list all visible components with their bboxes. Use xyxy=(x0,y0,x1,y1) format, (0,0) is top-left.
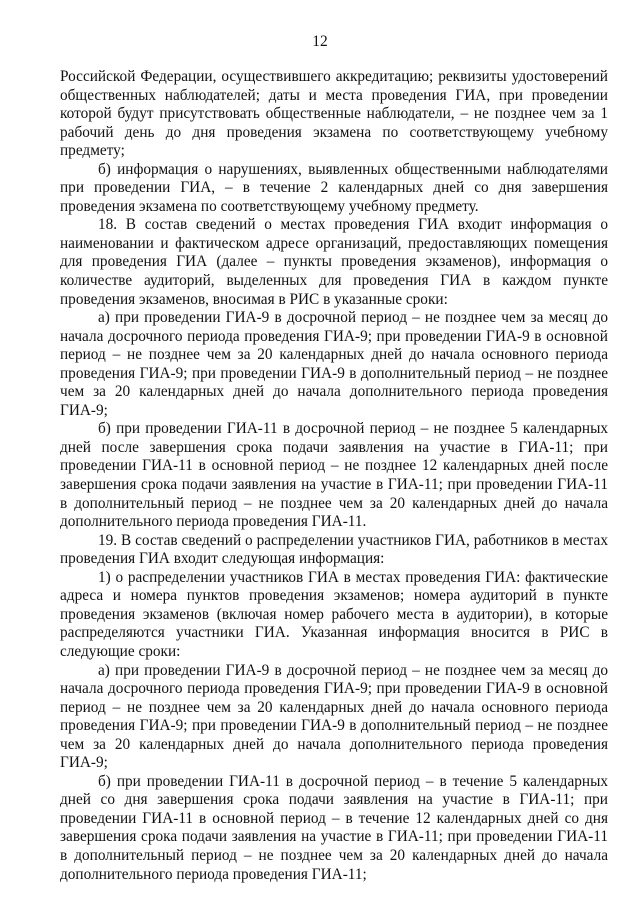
paragraph-section-18: 18. В состав сведений о местах проведения ГИА входит информация о наименовании и фактическом адресе организаций, предоставляющих помещения для проведения ГИА (далее – пункты проведения экзаменов), информация о количестве аудиторий, выделенных для проведения ГИА в каждом пункте проведения экзаменов, вносимая в РИС в указанные сроки: xyxy=(60,216,608,308)
paragraph-18-item-a: а) при проведении ГИА-9 в досрочной период – не позднее чем за месяц до начала досрочного периода проведения ГИА-9; при проведении ГИА-9 в основной период – не позднее чем за 20 календарных дней до начала основного периода проведения ГИА-9; при проведении ГИА-9 в дополнительный период – не позднее чем за 20 календарных дней до начала дополнительного периода проведения ГИА-9; xyxy=(60,309,608,419)
paragraph-item-b-violations: б) информация о нарушениях, выявленных общественными наблюдателями при проведении ГИА, – в течение 2 календарных дней со дня завершения проведения экзамена по соответствующему учебному предмету. xyxy=(60,160,608,215)
document-body xyxy=(60,68,608,884)
page-number: 12 xyxy=(312,33,328,50)
paragraph-19-item-b: б) при проведении ГИА-11 в досрочной период – в течение 5 календарных дней со дня завершения срока подачи заявления на участие в ГИА-11; при проведении ГИА-11 в основной период – в течение 12 календарных дней со дня завершения срока подачи заявления на участие в ГИА-11; при проведении ГИА-11 в дополнительный период – не позднее чем за 20 календарных дней до начала дополнительного периода проведения ГИА-11; xyxy=(60,772,608,883)
paragraph-19-item-1: 1) о распределении участников ГИА в местах проведения ГИА: фактические адреса и номера пунктов проведения экзаменов; номера аудиторий в пункте проведения экзаменов (включая номер рабочего места в аудитории), в которые распределяются участники ГИА. Указанная информация вносится в РИС в следующие сроки: xyxy=(60,568,608,660)
paragraph-18-item-b: б) при проведении ГИА-11 в досрочной период – не позднее 5 календарных дней после завершения срока подачи заявления на участие в ГИА-11; при проведении ГИА-11 в основной период – не позднее 12 календарных дней после завершения срока подачи заявления на участие в ГИА-11; при проведении ГИА-11 в дополнительный период – не позднее чем за 20 календарных дней до начала дополнительного периода проведения ГИА-11. xyxy=(60,420,608,531)
paragraph-19-item-a: а) при проведении ГИА-9 в досрочной период – не позднее чем за месяц до начала досрочного периода проведения ГИА-9; при проведении ГИА-9 в основной период – не позднее чем за 20 календарных дней до начала основного периода проведения ГИА-9; при проведении ГИА-9 в дополнительный период – не позднее чем за 20 календарных дней до начала дополнительного периода проведения ГИА-9; xyxy=(60,661,608,772)
paragraph-section-19: 19. В состав сведений о распределении участников ГИА, работников в местах проведения ГИА входит следующая информация: xyxy=(60,531,608,568)
paragraph-continuation: Российской Федерации, осуществившего аккредитацию; реквизиты удостоверений общественных наблюдателей; даты и места проведения ГИА, при проведении которой будут присутствовать общественные наблюдатели, – не позднее чем за 1 рабочий день до дня проведения экзамена по соответствующему учебному предмету; xyxy=(60,68,608,160)
